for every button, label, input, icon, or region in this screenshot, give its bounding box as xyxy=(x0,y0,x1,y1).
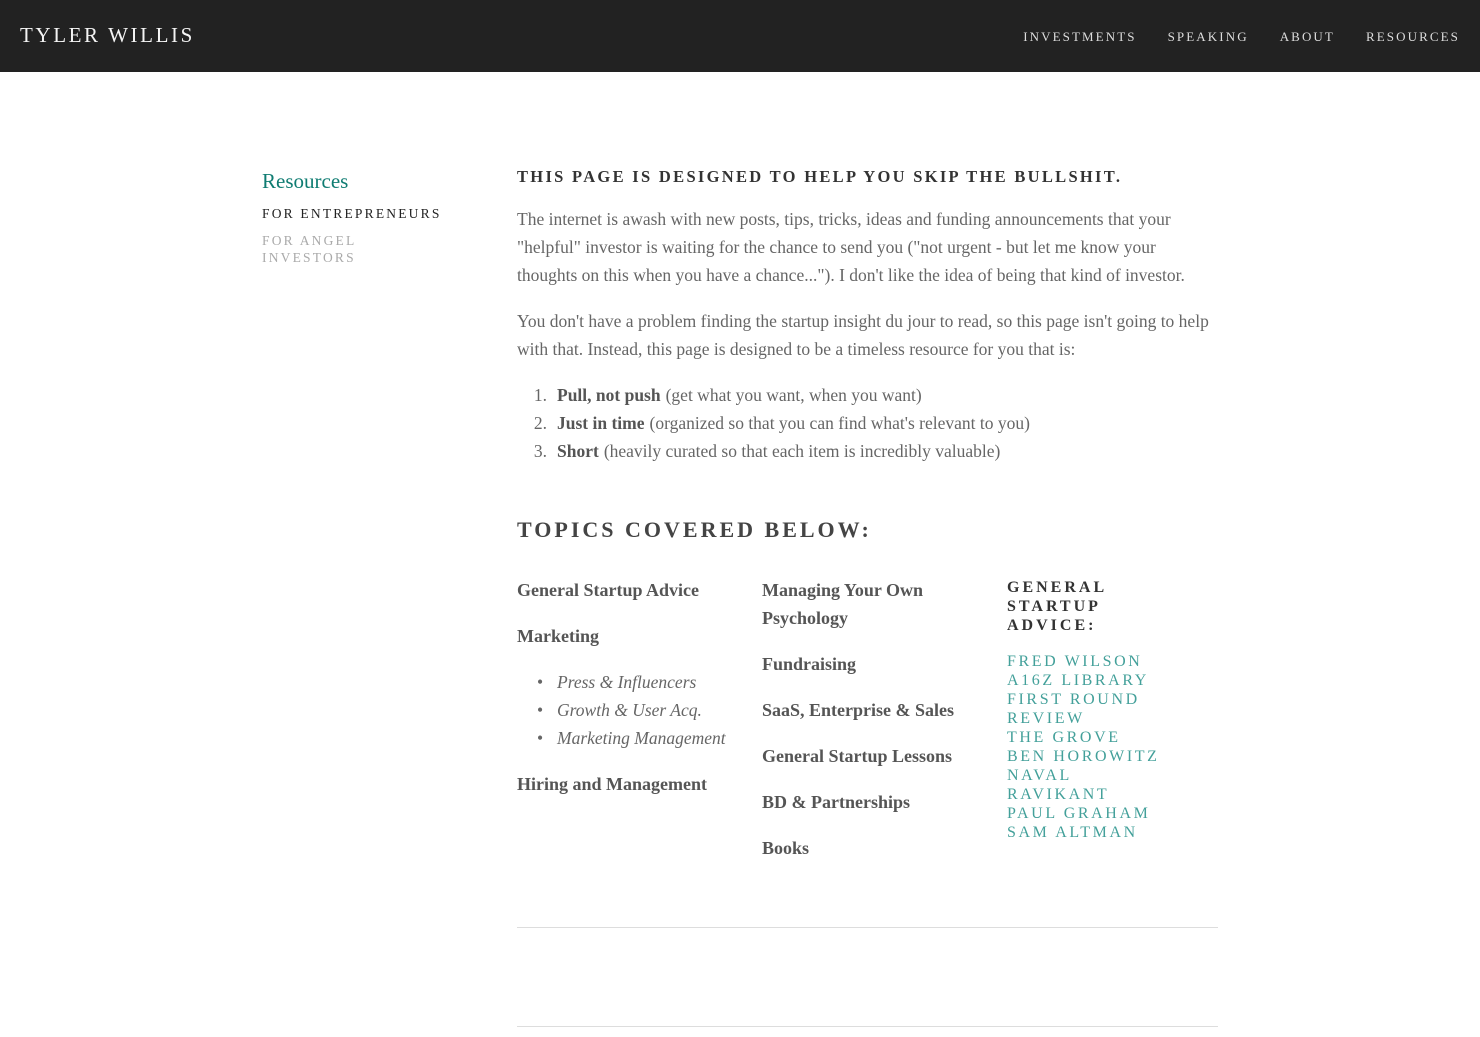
principle-bold: Just in time xyxy=(557,413,645,433)
topic-link-marketing[interactable]: Marketing xyxy=(517,626,599,646)
topic-link-general-startup-lessons[interactable]: General Startup Lessons xyxy=(762,746,953,766)
main-content xyxy=(517,166,1218,880)
topic-link-managing-psychology[interactable]: Managing Your Own Psychology xyxy=(762,580,924,628)
principle-bold: Pull, not push xyxy=(557,385,661,405)
resource-links xyxy=(1007,652,1218,842)
bullet-icon: • xyxy=(537,700,544,720)
nav-resources[interactable]: RESOURCES xyxy=(1365,29,1460,44)
general-advice-resources xyxy=(1007,576,1218,880)
nav-speaking[interactable]: SPEAKING xyxy=(1167,29,1249,44)
resources-section-title: GENERAL STARTUP ADVICE: xyxy=(1007,579,1107,634)
topics-column-1 xyxy=(517,576,762,880)
resource-link-ben-horowitz[interactable]: BEN HOROWITZ xyxy=(1007,748,1160,765)
sub-topic-marketing-management[interactable]: • Marketing Management xyxy=(517,724,727,752)
intro-paragraph-2: You don't have a problem finding the startup insight du jour to read, so this page isn't going to help with that. Instead, this page is designed to be a timeless resource for you that is: xyxy=(517,311,1209,359)
nav-about[interactable]: ABOUT xyxy=(1279,29,1335,44)
topic-link-hiring-management[interactable]: Hiring and Management xyxy=(517,774,708,794)
intro-paragraph-1: The internet is awash with new posts, tips, tricks, ideas and funding announcements that your "helpful" investor is waiting for the chance to send you ("not urgent - but let me know your thoughts on this when you have a chance..."). I don't like the idea of being that kind of investor. xyxy=(517,209,1185,285)
resource-link-first-round-review[interactable]: FIRST ROUND REVIEW xyxy=(1007,691,1140,727)
principle-item xyxy=(517,381,1218,409)
section-divider xyxy=(517,927,1218,928)
list-number: 3. xyxy=(533,441,547,461)
resource-link-naval-ravikant[interactable]: NAVAL RAVIKANT xyxy=(1007,767,1110,803)
topic-link-bd-partnerships[interactable]: BD & Partnerships xyxy=(762,792,910,812)
principle-bold: Short xyxy=(557,441,599,461)
sidebar xyxy=(262,168,462,266)
principle-item xyxy=(517,437,1218,465)
resource-link-the-grove[interactable]: THE GROVE xyxy=(1007,729,1121,746)
resource-link-paul-graham[interactable]: PAUL GRAHAM xyxy=(1007,805,1151,822)
sidebar-title-resources[interactable]: Resources xyxy=(262,169,349,193)
top-navigation-bar xyxy=(0,0,1480,72)
page-headline: THIS PAGE IS DESIGNED TO HELP YOU SKIP THE BULLSHIT. xyxy=(517,167,1123,186)
topics-heading: TOPICS COVERED BELOW: xyxy=(517,517,872,542)
list-number: 1. xyxy=(533,385,547,405)
principle-item xyxy=(517,409,1218,437)
topics-column-2 xyxy=(762,576,1007,880)
resource-link-a16z-library[interactable]: A16Z LIBRARY xyxy=(1007,672,1149,689)
topic-link-books[interactable]: Books xyxy=(762,838,810,858)
sub-topic-press-influencers[interactable]: • Press & Influencers xyxy=(517,668,727,696)
principle-desc: (organized so that you can find what's relevant to you) xyxy=(649,413,1030,433)
bullet-icon: • xyxy=(537,728,544,748)
sidebar-item-for-entrepreneurs[interactable]: FOR ENTREPRENEURS xyxy=(262,206,442,221)
sidebar-item-for-angel-investors[interactable]: FOR ANGEL INVESTORS xyxy=(262,233,356,265)
list-number: 2. xyxy=(533,413,547,433)
sub-topic-growth-user-acq[interactable]: • Growth & User Acq. xyxy=(517,696,727,724)
resource-link-sam-altman[interactable]: SAM ALTMAN xyxy=(1007,824,1138,841)
topic-link-saas-enterprise-sales[interactable]: SaaS, Enterprise & Sales xyxy=(762,700,955,720)
topics-grid xyxy=(517,576,1218,880)
marketing-sublist xyxy=(517,650,762,752)
section-divider xyxy=(517,1026,1218,1027)
topic-link-fundraising[interactable]: Fundraising xyxy=(762,654,857,674)
topic-link-general-startup-advice[interactable]: General Startup Advice xyxy=(517,580,699,600)
bullet-icon: • xyxy=(537,672,544,692)
principle-desc: (get what you want, when you want) xyxy=(665,385,922,405)
nav-investments[interactable]: INVESTMENTS xyxy=(1023,29,1137,44)
resource-link-fred-wilson[interactable]: FRED WILSON xyxy=(1007,653,1143,670)
site-brand-link[interactable]: TYLER WILLIS xyxy=(20,23,195,47)
principles-list xyxy=(517,381,1218,465)
principle-desc: (heavily curated so that each item is incredibly valuable) xyxy=(603,441,1001,461)
main-nav xyxy=(1023,28,1460,45)
